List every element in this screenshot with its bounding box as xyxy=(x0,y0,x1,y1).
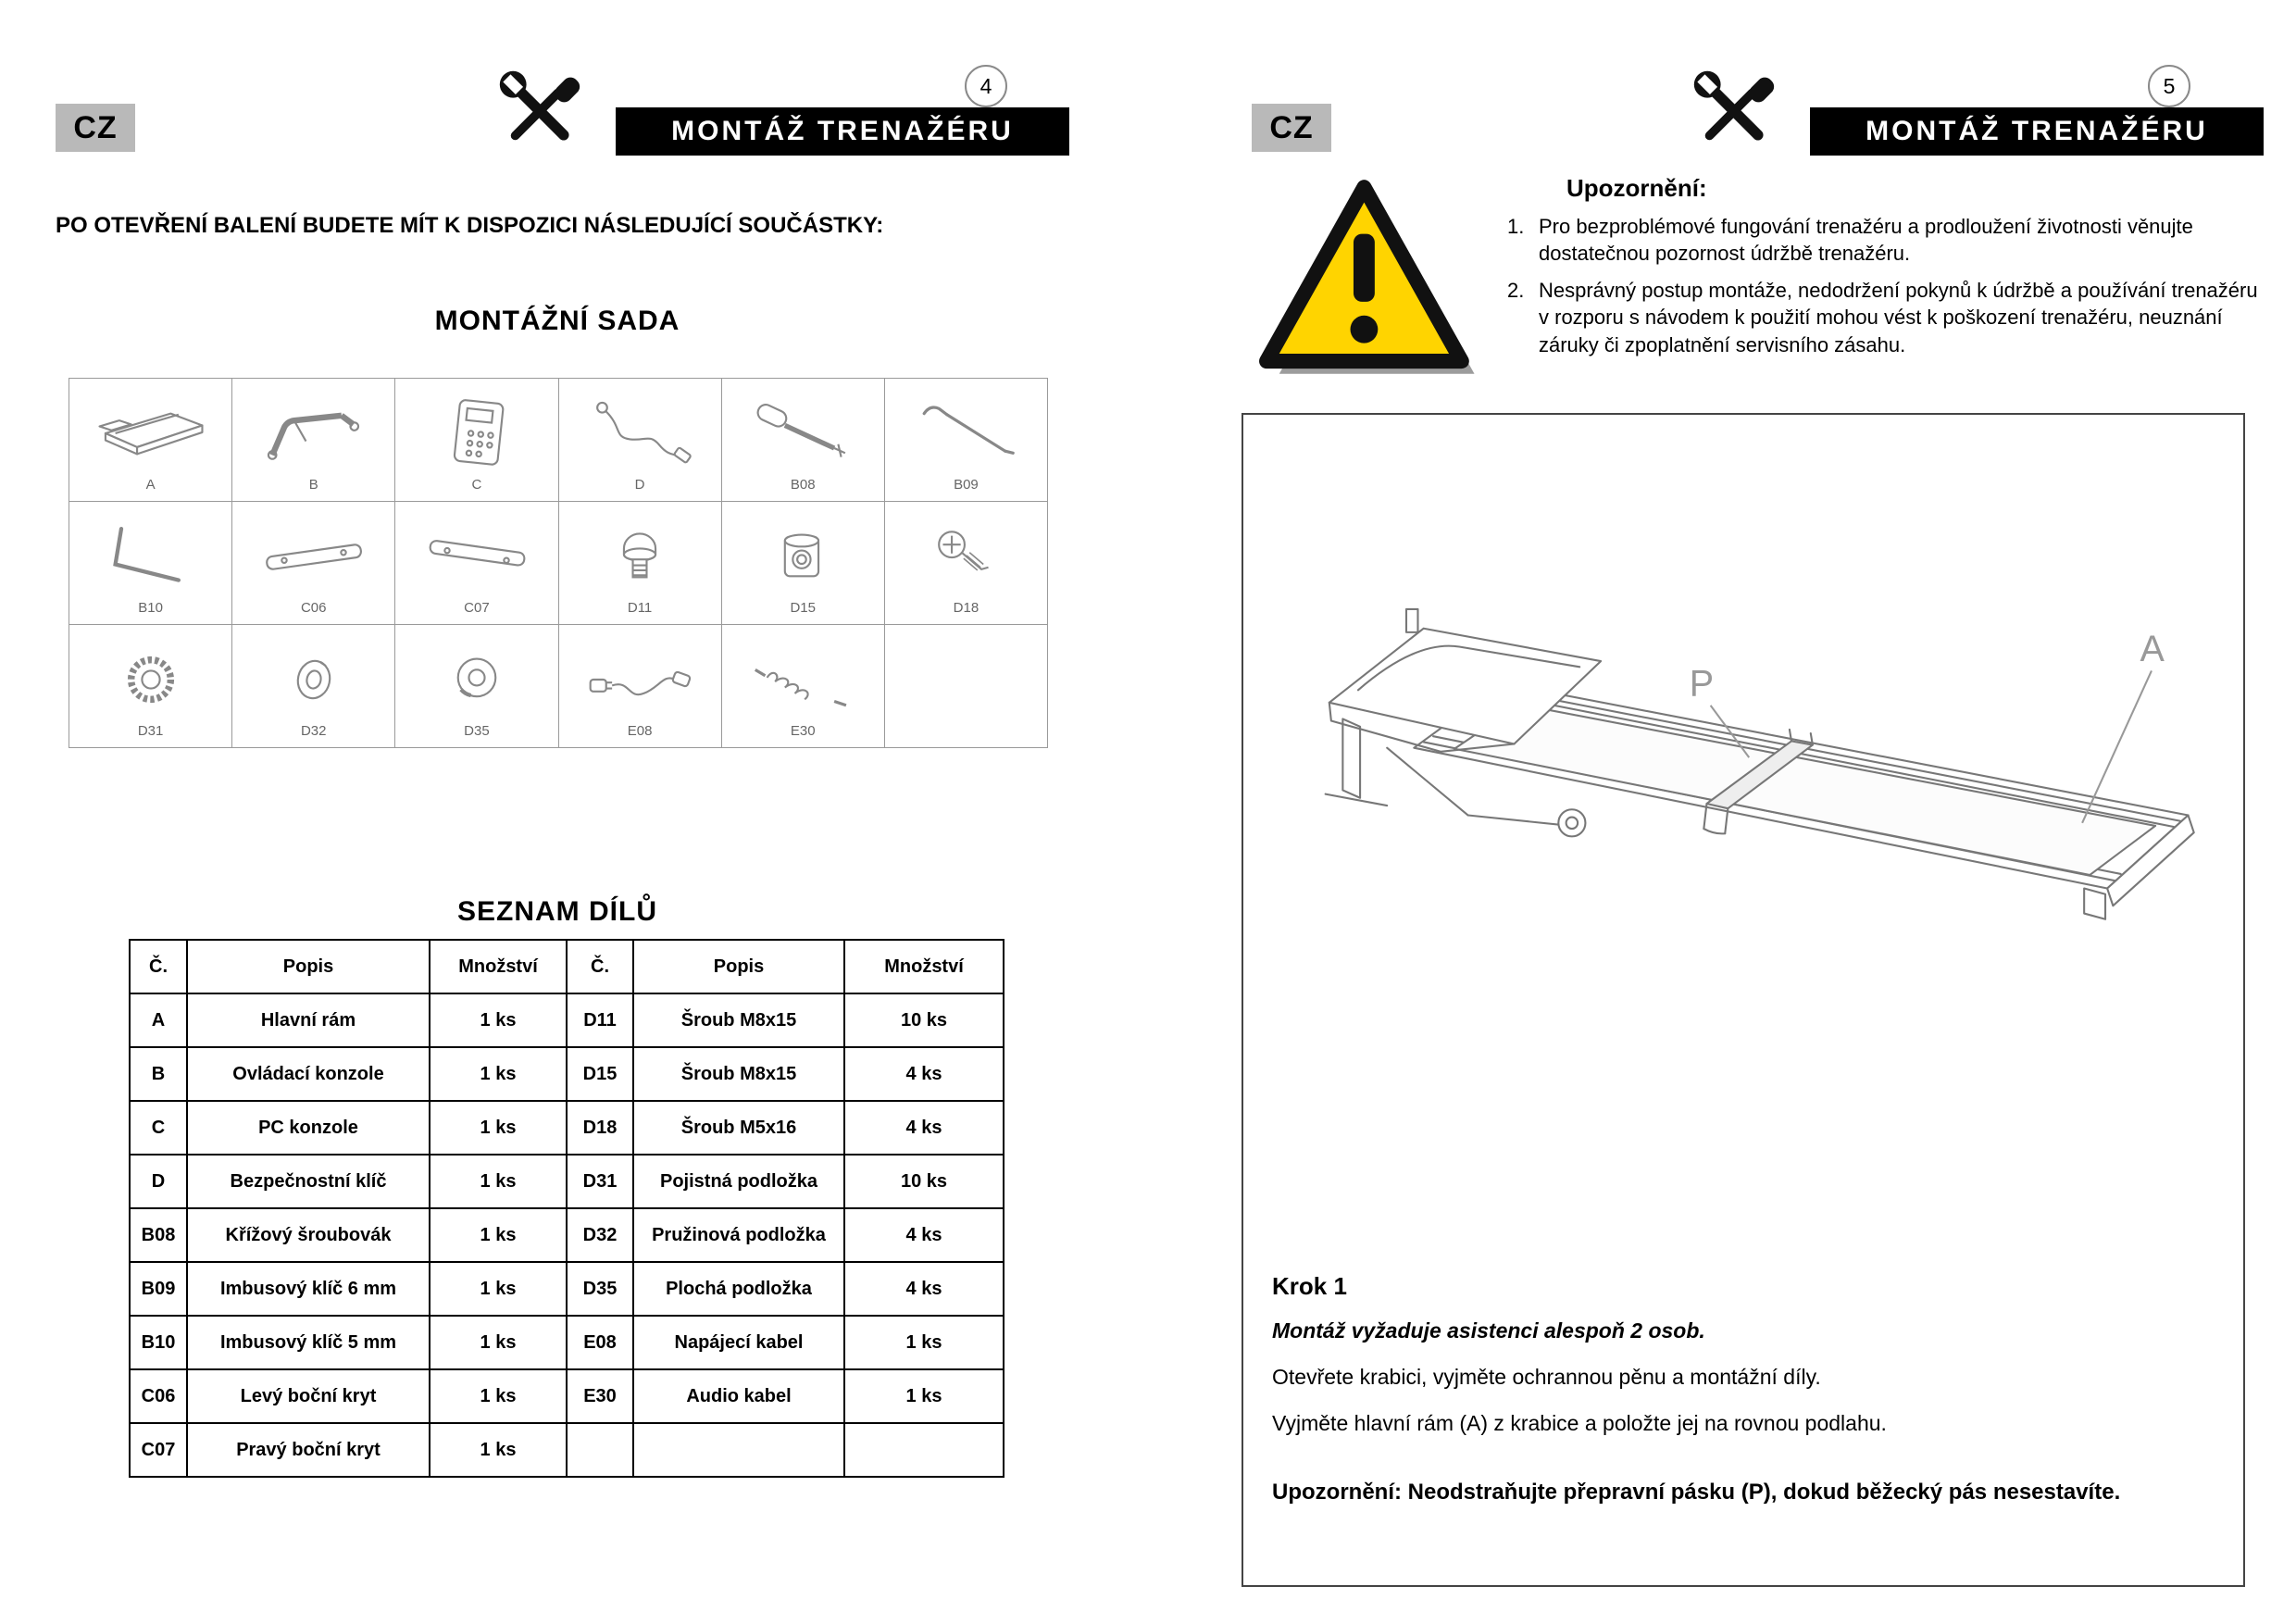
table-cell: 10 ks xyxy=(844,993,1004,1047)
diagram-leader-a xyxy=(2082,670,2152,822)
warning-list xyxy=(1507,213,2261,368)
part-cell xyxy=(395,379,558,502)
safety-key-illustration xyxy=(580,394,699,473)
part-cell xyxy=(232,379,395,502)
part-cell xyxy=(885,502,1048,625)
spring-washer-illustration xyxy=(255,640,373,719)
page-header-left: MONTÁŽ TRENAŽÉRU xyxy=(616,107,1069,156)
table-cell: 4 ks xyxy=(844,1208,1004,1262)
part-label: D31 xyxy=(137,723,164,739)
table-row xyxy=(130,993,1004,1047)
main-frame-illustration xyxy=(92,394,210,473)
part-label: B08 xyxy=(790,477,816,493)
warning-item xyxy=(1507,277,2261,358)
part-cell xyxy=(232,502,395,625)
table-cell: C07 xyxy=(130,1423,187,1477)
part-label: D35 xyxy=(464,723,490,739)
table-cell: E30 xyxy=(567,1369,633,1423)
part-label: C06 xyxy=(300,600,327,616)
warning-item-number: 2. xyxy=(1507,278,1525,302)
table-cell: 4 ks xyxy=(844,1262,1004,1316)
part-label: B10 xyxy=(138,600,163,616)
table-cell: Šroub M8x15 xyxy=(633,1047,844,1101)
table-cell: C06 xyxy=(130,1369,187,1423)
warning-item-number: 1. xyxy=(1507,215,1525,238)
table-cell: C xyxy=(130,1101,187,1155)
table-cell xyxy=(567,1423,633,1477)
table-cell: Napájecí kabel xyxy=(633,1316,844,1369)
table-cell: 1 ks xyxy=(844,1316,1004,1369)
table-row xyxy=(130,1047,1004,1101)
table-cell: A xyxy=(130,993,187,1047)
table-cell xyxy=(633,1423,844,1477)
part-label: D32 xyxy=(300,723,327,739)
language-badge-left: CZ xyxy=(56,104,135,152)
language-badge-right: CZ xyxy=(1252,104,1331,152)
table-cell: Křížový šroubovák xyxy=(187,1208,430,1262)
table-row xyxy=(130,1369,1004,1423)
part-label: B xyxy=(308,477,318,493)
screwdriver-illustration xyxy=(743,394,862,473)
table-cell: Pravý boční kryt xyxy=(187,1423,430,1477)
tools-icon xyxy=(1690,67,1778,156)
table-cell: D11 xyxy=(567,993,633,1047)
table-cell: 1 ks xyxy=(430,1208,567,1262)
part-cell xyxy=(885,379,1048,502)
allen-key-5mm-illustration xyxy=(92,517,210,596)
warning-item-text: Pro bezproblémové fungování trenažéru a prodloužení životnosti věnujte dostatečnou pozornost údržbě trenažéru. xyxy=(1539,215,2193,266)
allen-key-6mm-illustration xyxy=(906,394,1025,473)
parts-list-table xyxy=(129,939,1004,1478)
table-cell: E08 xyxy=(567,1316,633,1369)
part-cell xyxy=(722,379,885,502)
table-cell: 4 ks xyxy=(844,1047,1004,1101)
part-cell xyxy=(69,625,232,748)
table-cell: B09 xyxy=(130,1262,187,1316)
part-cell xyxy=(395,625,558,748)
table-cell: Imbusový klíč 5 mm xyxy=(187,1316,430,1369)
part-label: E08 xyxy=(627,723,653,739)
table-cell: D18 xyxy=(567,1101,633,1155)
parts-list-title: SEZNAM DÍLŮ xyxy=(457,896,657,927)
console-bracket-illustration xyxy=(255,394,373,473)
table-row xyxy=(130,1155,1004,1208)
step-warning-text: Upozornění: Neodstraňujte přepravní pásku (P), dokud běžecký pás nesestavíte. xyxy=(1272,1480,2121,1505)
table-cell: Pojistná podložka xyxy=(633,1155,844,1208)
part-cell xyxy=(69,502,232,625)
tools-icon xyxy=(495,67,584,156)
part-label: C07 xyxy=(464,600,490,616)
diagram-label-p: P xyxy=(1689,663,1715,705)
step-instruction: Otevřete krabici, vyjměte ochrannou pěnu a montážní díly. xyxy=(1272,1365,1821,1389)
part-label: C xyxy=(471,477,482,493)
table-cell: Šroub M8x15 xyxy=(633,993,844,1047)
part-cell xyxy=(559,625,722,748)
page-number-left: 4 xyxy=(965,65,1007,107)
flat-washer-illustration xyxy=(418,640,536,719)
audio-cable-illustration xyxy=(743,640,862,719)
table-cell: 1 ks xyxy=(844,1369,1004,1423)
part-cell xyxy=(559,379,722,502)
star-washer-illustration xyxy=(92,640,210,719)
table-row xyxy=(130,1101,1004,1155)
table-cell: Audio kabel xyxy=(633,1369,844,1423)
warning-item-text: Nesprávný postup montáže, nedodržení pokynů k údržbě a používání trenažéru v rozporu s návodem k použití mohou vést k poškození trenažéru, neuznání záruky či zpoplatnění servisního zásahu. xyxy=(1539,278,2258,356)
table-cell: Hlavní rám xyxy=(187,993,430,1047)
table-cell: 1 ks xyxy=(430,1369,567,1423)
part-cell xyxy=(722,625,885,748)
table-cell: Bezpečnostní klíč xyxy=(187,1155,430,1208)
table-cell: 4 ks xyxy=(844,1101,1004,1155)
table-cell: 1 ks xyxy=(430,1101,567,1155)
part-cell xyxy=(395,502,558,625)
part-cell xyxy=(232,625,395,748)
part-cell xyxy=(722,502,885,625)
step-title: Krok 1 xyxy=(1272,1272,1347,1300)
round-screw-illustration xyxy=(580,517,699,596)
table-cell: D32 xyxy=(567,1208,633,1262)
table-cell: Plochá podložka xyxy=(633,1262,844,1316)
table-row xyxy=(130,1262,1004,1316)
warning-item xyxy=(1507,213,2261,268)
table-row xyxy=(130,1423,1004,1477)
table-cell: Imbusový klíč 6 mm xyxy=(187,1262,430,1316)
part-label: D11 xyxy=(627,600,653,616)
part-cell-empty xyxy=(885,625,1048,748)
table-cell: 1 ks xyxy=(430,1316,567,1369)
intro-text: PO OTEVŘENÍ BALENÍ BUDETE MÍT K DISPOZICI NÁSLEDUJÍCÍ SOUČÁSTKY: xyxy=(56,213,884,238)
column-header: Č. xyxy=(567,940,633,993)
table-cell: 10 ks xyxy=(844,1155,1004,1208)
part-label: D15 xyxy=(790,600,816,616)
table-cell: 1 ks xyxy=(430,1423,567,1477)
table-cell: Levý boční kryt xyxy=(187,1369,430,1423)
kit-title: MONTÁŽNÍ SADA xyxy=(434,306,680,336)
column-header: Množství xyxy=(430,940,567,993)
right-cover-illustration xyxy=(418,517,536,596)
column-header: Množství xyxy=(844,940,1004,993)
part-label: E30 xyxy=(790,723,816,739)
part-cell xyxy=(559,502,722,625)
diagram-label-a: A xyxy=(2140,629,2165,670)
table-row xyxy=(130,1208,1004,1262)
part-label: B09 xyxy=(954,477,979,493)
column-header: Popis xyxy=(633,940,844,993)
part-label: A xyxy=(145,477,156,493)
table-cell: 1 ks xyxy=(430,1047,567,1101)
bolt-illustration xyxy=(743,517,862,596)
table-cell: B08 xyxy=(130,1208,187,1262)
table-cell: PC konzole xyxy=(187,1101,430,1155)
table-cell xyxy=(844,1423,1004,1477)
page-header-right: MONTÁŽ TRENAŽÉRU xyxy=(1810,107,2264,156)
table-cell: Šroub M5x16 xyxy=(633,1101,844,1155)
table-cell: 1 ks xyxy=(430,993,567,1047)
table-header-row xyxy=(130,940,1004,993)
table-cell: B10 xyxy=(130,1316,187,1369)
step-instruction: Vyjměte hlavní rám (A) z krabice a položte jej na rovnou podlahu. xyxy=(1272,1411,1887,1435)
step-1-box xyxy=(1242,413,2245,1587)
table-cell: 1 ks xyxy=(430,1262,567,1316)
table-cell: D31 xyxy=(567,1155,633,1208)
table-cell: D xyxy=(130,1155,187,1208)
column-header: Popis xyxy=(187,940,430,993)
part-cell xyxy=(69,379,232,502)
table-cell: 1 ks xyxy=(430,1155,567,1208)
parts-grid xyxy=(69,378,1048,748)
table-cell: Ovládací konzole xyxy=(187,1047,430,1101)
warning-title: Upozornění: xyxy=(1566,174,1707,202)
step-emphasis-text: Montáž vyžaduje asistenci alespoň 2 osob. xyxy=(1272,1318,1705,1343)
treadmill-illustration xyxy=(1262,424,2225,1183)
warning-triangle-icon xyxy=(1252,172,1485,389)
power-cable-illustration xyxy=(580,640,699,719)
page-number-right: 5 xyxy=(2148,65,2190,107)
table-cell: Pružinová podložka xyxy=(633,1208,844,1262)
phillips-screw-illustration xyxy=(906,517,1025,596)
part-label: D18 xyxy=(953,600,980,616)
table-cell: D35 xyxy=(567,1262,633,1316)
column-header: Č. xyxy=(130,940,187,993)
pc-console-illustration xyxy=(418,394,536,473)
left-cover-illustration xyxy=(255,517,373,596)
table-cell: D15 xyxy=(567,1047,633,1101)
table-row xyxy=(130,1316,1004,1369)
part-label: D xyxy=(634,477,645,493)
table-cell: B xyxy=(130,1047,187,1101)
